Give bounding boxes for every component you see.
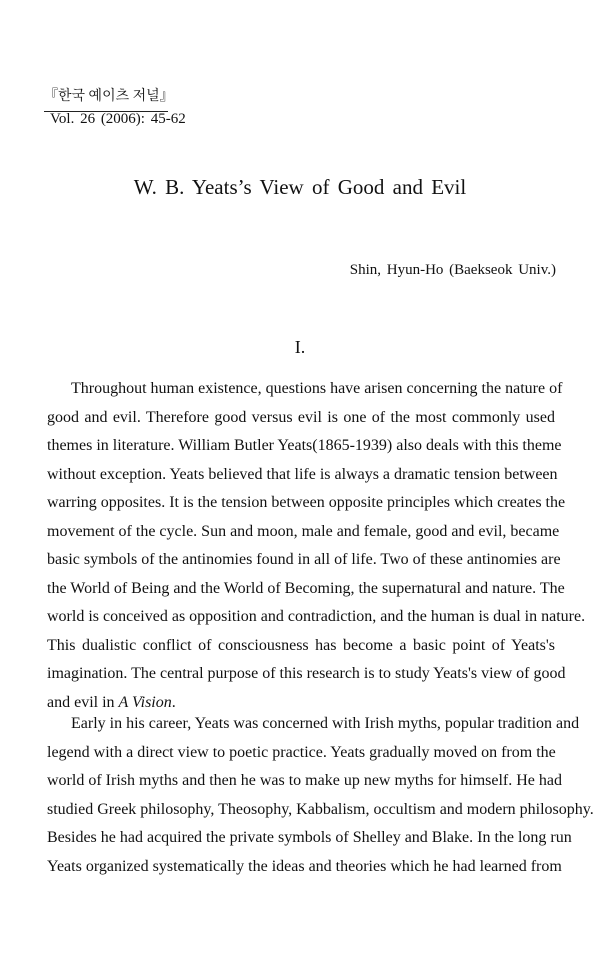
- paragraph-1: [47, 375, 586, 717]
- paragraph-line: Besides he had acquired the private symbols of Shelley and Blake. In the long run: [47, 829, 572, 846]
- paragraph-line: themes in literature. William Butler Yeats(1865-1939) also deals with this theme: [47, 437, 562, 454]
- paragraph-line: This dualistic conflict of consciousness has become a basic point of Yeats's: [47, 636, 555, 654]
- paragraph-line: good and evil. Therefore good versus evil is one of the most commonly used: [47, 408, 555, 426]
- paragraph-line: basic symbols of the antinomies found in all of life. Two of these antinomies are: [47, 551, 561, 568]
- paragraph-line: studied Greek philosophy, Theosophy, Kabbalism, occultism and modern philosophy.: [47, 800, 594, 818]
- paragraph-line: world is conceived as opposition and contradiction, and the human is dual in nature.: [47, 608, 586, 625]
- paragraph-line: movement of the cycle. Sun and moon, male and female, good and evil, became: [47, 522, 560, 540]
- paragraph-line: imagination. The central purpose of this research is to study Yeats's view of good: [47, 665, 566, 682]
- paragraph-line: Throughout human existence, questions have arisen concerning the nature of: [71, 380, 563, 397]
- paragraph-2: [47, 710, 594, 881]
- paragraph-line: legend with a direct view to poetic practice. Yeats gradually moved on from the: [47, 743, 556, 761]
- section-heading: I.: [294, 337, 306, 357]
- author-line: Shin, Hyun-Ho (Baekseok Univ.): [349, 262, 556, 278]
- journal-name: 『한국 예이츠 저널』: [44, 89, 174, 104]
- paragraph-line: warring opposites. It is the tension between opposite principles which creates the: [47, 494, 566, 511]
- paragraph-line: world of Irish myths and then he was to make up new myths for himself. He had: [47, 772, 563, 789]
- paragraph-line: Early in his career, Yeats was concerned with Irish myths, popular tradition and: [71, 715, 580, 732]
- paragraph-line: without exception. Yeats believed that life is always a dramatic tension between: [47, 465, 558, 483]
- line-text: and evil in: [47, 693, 119, 711]
- paragraph-line: Yeats organized systematically the ideas and theories which he had learned from: [47, 857, 562, 875]
- article-title: W. B. Yeats’s View of Good and Evil: [133, 175, 467, 199]
- book-title-italic: A Vision: [118, 693, 172, 711]
- line-text: .: [171, 693, 176, 711]
- volume-info: Vol. 26 (2006): 45-62: [50, 111, 186, 127]
- paragraph-line: the World of Being and the World of Becoming, the supernatural and nature. The: [47, 579, 565, 597]
